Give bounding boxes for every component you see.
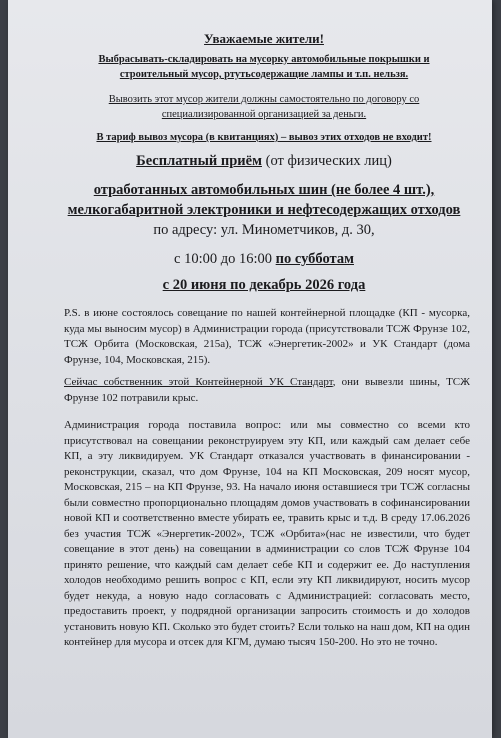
intake-days: по субботам bbox=[275, 251, 354, 267]
free-intake-suffix: (от физических лиц) bbox=[261, 153, 392, 169]
intake-time: с 10:00 до 16:00 bbox=[174, 251, 273, 267]
intake-period: с 20 июня по декабрь 2026 года bbox=[162, 277, 366, 293]
warning-line: Выбрасывать-складировать на мусорку автомобильные покрышки и строительный мусор, ртутьсодержащие лампы и т.п. нельзя. bbox=[98, 54, 430, 80]
ps-paragraph: P.S. в июне состоялось совещание по нашей контейнерной площадке (КП - мусорка, куда мы выносим мусор) в Администрации города (присутствовали ТСЖ Фрунзе 102, ТСЖ Орбита (Московская, 215а), ТСЖ «Энергетик-2002» и УК Стандарт (дома Фрунзе, 104, Московская, 215). bbox=[64, 307, 470, 366]
admin-paragraph: Администрация города поставила вопрос: или мы совместно со всеми кто присутствовал на совещании реконструируем эту КП, или каждый сам делает себе КП, а эту ликвидируем. УК Стандарт отказался участвовать в финансировании - реконструкции, сказал, что дом Фрунзе, 104 на КП Московская, 209 носят мусор, Московская, 215 – на КП Фрунзе, 93. На начало июня оставшиеся три ТСЖ согласны были совместно пропорционально площадям домов участвовать в софинансировании новой КП и соответственно вместе убирать ее, травить крыс и т.д. В среду 17.06.2026 без участия ТСЖ «Энергетик-2002», ТСЖ «Орбита»(нас не известили, что будет совещание в этот день) на совещании в администрации со слов ТСЖ Фрунзе 104 принято решение, что каждый сам делает себе КП и содержит ее. До наступления холодов необходимо решить вопрос с КП, если эту КП ликвидируют, носить мусор будет некуда, а новую надо согласовать с Администрацией: согласовать место, предоставить проект, у подрядной организации запросить стоимость и до холодов установить новую КП. Сколько это будет стоить? Если только на наш дом, КП на один контейнер для мусора и отсек для КГМ, думаю тысяч 150-200. Но это не точно. bbox=[64, 419, 471, 648]
intake-hours bbox=[58, 249, 470, 269]
waste-types bbox=[62, 180, 466, 240]
owner-underlined: Сейчас собственник этой Контейнерной УК Стандарт bbox=[64, 376, 333, 388]
free-intake-label: Бесплатный приём bbox=[136, 153, 262, 169]
intake-address: по адресу: ул. Минометчиков, д. 30, bbox=[153, 222, 375, 238]
owner-rest: , они вывезли шины, ТСЖ Фрунзе 102 потравили крыс. bbox=[64, 376, 470, 404]
owner-paragraph bbox=[64, 375, 470, 406]
free-intake-title bbox=[58, 151, 470, 171]
waste-types-list: отработанных автомобильных шин (не более 4 шт.), мелкогабаритной электроники и нефтесодержащих отходов bbox=[67, 182, 461, 218]
tariff-line: В тариф вывоз мусора (в квитанциях) – вывоз этих отходов не входит! bbox=[96, 132, 432, 143]
notice-sheet bbox=[8, 0, 492, 738]
contract-line: Вывозить этот мусор жители должны самостоятельно по договору со специализированной организацией за деньги. bbox=[108, 94, 420, 120]
notice-heading: Уважаемые жители! bbox=[204, 31, 324, 46]
